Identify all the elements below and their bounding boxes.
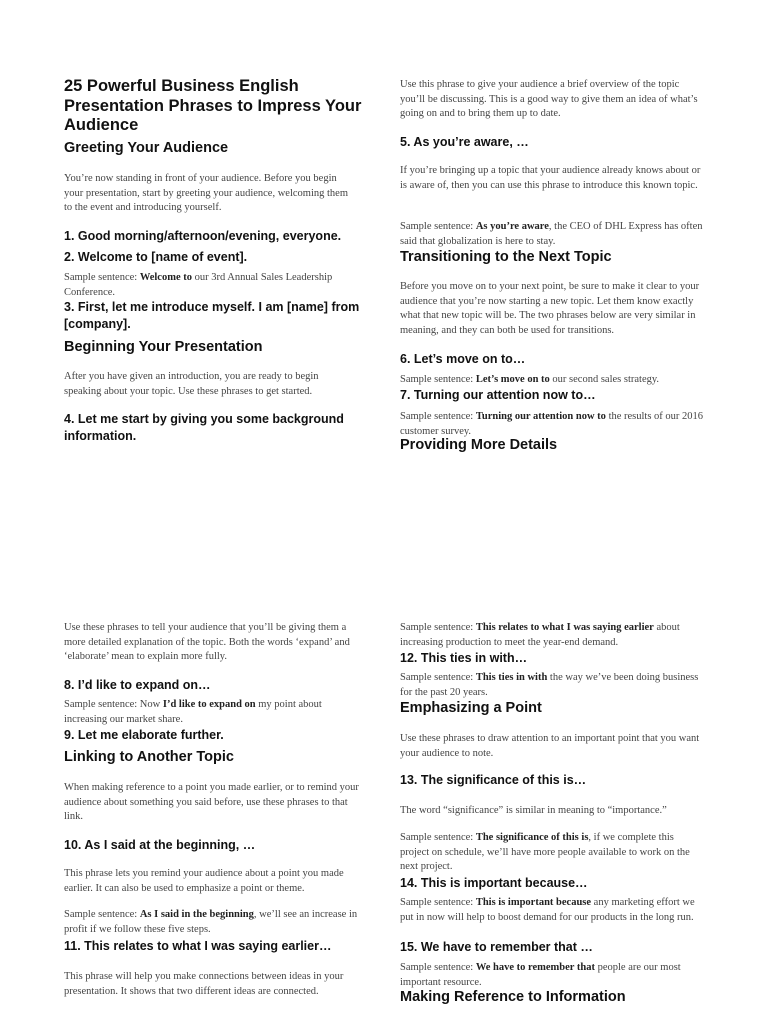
beginning-intro: After you have given an introduction, you are ready to begin speaking about your topic. Use these phrases to get started. <box>64 371 319 397</box>
sample-label: Sample sentence: <box>400 832 476 843</box>
phrase-6: 6. Let’s move on to… <box>400 352 526 366</box>
sample-phrase: We have to remember that <box>475 962 595 973</box>
sample-sentence-10 <box>64 908 360 937</box>
transition-intro: Before you move on to your next point, be sure to make it clear to your audience that you’re now starting a new topic. Let them know exactly what that new topic will be. The two phrases below are very similar in meaning, and they can both be used for transitions. <box>400 281 700 336</box>
sample-phrase: The significance of this is <box>475 832 589 843</box>
phrase-12: 12. This ties in with… <box>400 651 528 665</box>
said-text: This phrase lets you remind your audience about a point you made earlier. It can also be used to emphasize a point or theme. <box>64 868 344 894</box>
sample-label: Sample sentence: Now <box>64 699 163 710</box>
sample-phrase: Let’s move on to <box>475 374 550 385</box>
sample-rest: , the CEO of DHL Express has often said that globalization is here to stay. <box>400 221 703 247</box>
phrase-5: 5. As you’re aware, … <box>400 135 529 149</box>
sample-rest: the results of our 2016 customer survey. <box>400 411 704 437</box>
heading-providing-details: Providing More Details <box>400 437 558 453</box>
phrase-2: 2. Welcome to [name of event]. <box>64 250 248 264</box>
phrase-8: 8. I’d like to expand on… <box>64 678 211 692</box>
sample-phrase: As I said in the beginning <box>139 909 254 920</box>
heading-greeting: Greeting Your Audience <box>64 140 229 156</box>
sample-sentence-11 <box>400 621 705 650</box>
sample-phrase: Welcome to <box>139 272 192 283</box>
sample-label: Sample sentence: <box>64 272 140 283</box>
expand-intro: Use these phrases to tell your audience that you’ll be giving them a more detailed explanation of the topic. Both the words ‘expand’ and ‘elaborate’ mean to explain more fully. <box>64 622 350 662</box>
sample-rest: any marketing effort we put in now will help to boost demand for our products in the long run. <box>400 897 695 923</box>
sample-sentence-8 <box>64 698 356 727</box>
linking-intro: When making reference to a point you made earlier, or to remind your audience about something you said before, use these phrases to that link. <box>64 782 359 822</box>
greeting-intro: You’re now standing in front of your audience. Before you begin your presentation, start by greeting your audience, welcoming them to the event and introducing yourself. <box>64 173 348 213</box>
sample-label: Sample sentence: <box>400 411 476 422</box>
phrase-14: 14. This is important because… <box>400 876 588 890</box>
phrase-11: 11. This relates to what I was saying earlier… <box>64 939 332 953</box>
right-bottom-column <box>400 0 705 1024</box>
sample-phrase: I’d like to expand on <box>162 699 256 710</box>
sample-phrase: Turning our attention now to <box>475 411 606 422</box>
sample-rest: about increasing production to meet the year-end demand. <box>400 622 680 648</box>
significance-text: The word “significance” is similar in meaning to “importance.” <box>400 805 667 816</box>
sample-rest: people are our most important resource. <box>400 962 681 988</box>
phrase-1: 1. Good morning/afternoon/evening, everyone. <box>64 229 342 243</box>
sample-sentence-15 <box>400 961 705 990</box>
sample-sentence-13 <box>400 831 705 875</box>
aware-text: If you’re bringing up a topic that your audience already knows about or is aware of, then you can use this phrase to introduce this known topic. <box>400 165 701 191</box>
heading-transitioning: Transitioning to the Next Topic <box>400 249 612 265</box>
heading-linking: Linking to Another Topic <box>64 749 234 765</box>
page-title: 25 Powerful Business English Presentation Phrases to Impress Your Audience <box>64 77 362 134</box>
sample-label: Sample sentence: <box>400 897 476 908</box>
sample-rest: , if we complete this project on schedule, we’ll have more people available to work on the next project. <box>400 832 690 872</box>
phrase-13: 13. The significance of this is… <box>400 773 587 787</box>
sample-label: Sample sentence: <box>400 221 476 232</box>
sample-phrase: This ties in with <box>475 672 548 683</box>
sample-label: Sample sentence: <box>400 672 476 683</box>
sample-phrase: This relates to what I was saying earlier <box>475 622 654 633</box>
sample-rest: our second sales strategy. <box>549 374 660 385</box>
phrase-15: 15. We have to remember that … <box>400 940 593 954</box>
relates-text: This phrase will help you make connections between ideas in your presentation. It shows that two different ideas are connected. <box>64 971 344 997</box>
sample-label: Sample sentence: <box>400 622 476 633</box>
phrase-10: 10. As I said at the beginning, … <box>64 838 256 852</box>
overview-text: Use this phrase to give your audience a brief overview of the topic you’ll be discussing. This is a good way to give them an idea of what’s going on and to bring them up to date. <box>400 79 698 119</box>
phrase-3: 3. First, let me introduce myself. I am [name] from [company]. <box>64 300 360 331</box>
sample-rest: our 3rd Annual Sales Leadership Conference. <box>64 272 333 298</box>
heading-emphasizing: Emphasizing a Point <box>400 700 542 716</box>
sample-rest: my point about increasing our market share. <box>64 699 322 725</box>
heading-beginning: Beginning Your Presentation <box>64 339 263 355</box>
phrase-4: 4. Let me start by giving you some background information. <box>64 412 344 443</box>
left-bottom-column <box>64 0 364 1024</box>
sample-sentence-14 <box>400 896 705 925</box>
sample-label: Sample sentence: <box>400 962 476 973</box>
sample-label: Sample sentence: <box>400 374 476 385</box>
phrase-7: 7. Turning our attention now to… <box>400 388 596 402</box>
sample-phrase: This is important because <box>475 897 592 908</box>
sample-label: Sample sentence: <box>64 909 140 920</box>
sample-rest: the way we’ve been doing business for the past 20 years. <box>400 672 699 698</box>
heading-reference: Making Reference to Information <box>400 989 626 1005</box>
phrase-9: 9. Let me elaborate further. <box>64 728 224 742</box>
sample-rest: , we’ll see an increase in profit if we follow these five steps. <box>64 909 358 935</box>
sample-phrase: As you’re aware <box>475 221 549 232</box>
sample-sentence-12 <box>400 671 705 700</box>
emphasizing-intro: Use these phrases to draw attention to an important point that you want your audience to note. <box>400 733 700 759</box>
